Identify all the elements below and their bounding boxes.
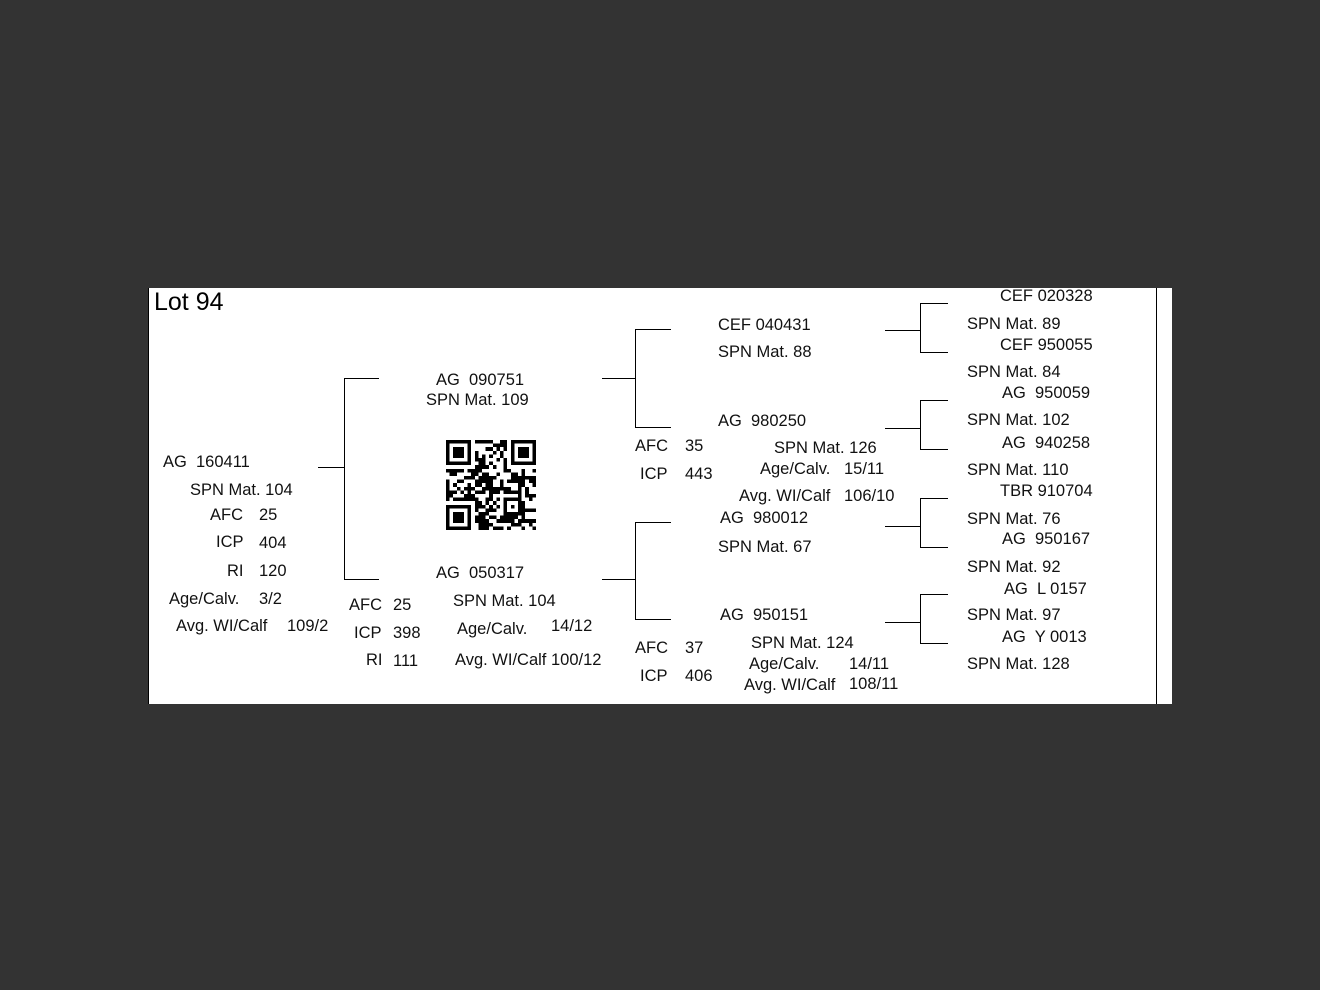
sd-agecalv-value: 15/11 bbox=[844, 460, 885, 478]
connector-line bbox=[920, 303, 948, 304]
qr-code bbox=[446, 440, 536, 530]
dam-icp-label: ICP bbox=[354, 624, 382, 642]
subject-afc-value: 25 bbox=[259, 506, 278, 524]
dd-id: AG 950151 bbox=[720, 606, 809, 624]
sd-avgwi-label: Avg. WI/Calf bbox=[739, 487, 831, 505]
dd-avgwi-label: Avg. WI/Calf bbox=[744, 676, 836, 694]
dam-id: AG 050317 bbox=[436, 564, 525, 582]
ggp-2-spn: SPN Mat. 84 bbox=[967, 363, 1061, 381]
ss-id: CEF 040431 bbox=[718, 316, 811, 334]
ggp-6-id: AG 950167 bbox=[1002, 530, 1091, 548]
sd-id: AG 980250 bbox=[718, 412, 807, 430]
right-border bbox=[1156, 288, 1157, 704]
sd-afc-label: AFC bbox=[635, 437, 668, 455]
ggp-1-spn: SPN Mat. 89 bbox=[967, 315, 1061, 333]
connector-line bbox=[635, 427, 671, 428]
connector-line bbox=[920, 303, 921, 353]
dam-afc-label: AFC bbox=[349, 596, 382, 614]
ggp-5-spn: SPN Mat. 76 bbox=[967, 510, 1061, 528]
connector-line bbox=[920, 498, 921, 548]
ggp-4-id: AG 940258 bbox=[1002, 434, 1091, 452]
sire-id: AG 090751 bbox=[436, 371, 525, 389]
ggp-2-id: CEF 950055 bbox=[1000, 336, 1093, 354]
subject-spn: SPN Mat. 104 bbox=[190, 481, 293, 499]
connector-line bbox=[344, 378, 345, 580]
dam-icp-value: 398 bbox=[393, 624, 421, 642]
connector-line bbox=[602, 579, 636, 580]
ggp-8-spn: SPN Mat. 128 bbox=[967, 655, 1070, 673]
connector-line bbox=[344, 579, 379, 580]
subject-ri-label: RI bbox=[227, 562, 244, 580]
dd-spn: SPN Mat. 124 bbox=[751, 634, 854, 652]
dam-ri-label: RI bbox=[366, 651, 383, 669]
connector-line bbox=[635, 522, 636, 620]
dam-afc-value: 25 bbox=[393, 596, 412, 614]
connector-line bbox=[920, 594, 921, 644]
lot-title: Lot 94 bbox=[154, 288, 224, 316]
connector-line bbox=[635, 329, 671, 330]
ggp-3-id: AG 950059 bbox=[1002, 384, 1091, 402]
ds-spn: SPN Mat. 67 bbox=[718, 538, 812, 556]
connector-line bbox=[885, 526, 921, 527]
subject-agecalv-value: 3/2 bbox=[259, 590, 282, 608]
ggp-8-id: AG Y 0013 bbox=[1002, 628, 1087, 646]
dam-agecalv-value: 14/12 bbox=[551, 617, 593, 635]
sire-spn: SPN Mat. 109 bbox=[426, 391, 529, 409]
subject-id: AG 160411 bbox=[163, 453, 250, 471]
dam-spn: SPN Mat. 104 bbox=[453, 592, 556, 610]
ggp-3-spn: SPN Mat. 102 bbox=[967, 411, 1070, 429]
ggp-7-spn: SPN Mat. 97 bbox=[967, 606, 1061, 624]
sd-agecalv-label: Age/Calv. bbox=[760, 460, 831, 478]
pedigree-sheet bbox=[148, 288, 1172, 704]
ggp-7-id: AG L 0157 bbox=[1004, 580, 1087, 598]
connector-line bbox=[885, 330, 921, 331]
left-border bbox=[148, 288, 149, 704]
subject-avgwi-label: Avg. WI/Calf bbox=[176, 617, 268, 635]
sd-spn: SPN Mat. 126 bbox=[774, 439, 877, 457]
connector-line bbox=[920, 400, 921, 450]
ds-id: AG 980012 bbox=[720, 509, 809, 527]
connector-line bbox=[920, 594, 948, 595]
dam-agecalv-label: Age/Calv. bbox=[457, 620, 528, 638]
sd-avgwi-value: 106/10 bbox=[844, 487, 895, 505]
connector-line bbox=[344, 378, 379, 379]
dam-ri-value: 111 bbox=[393, 652, 419, 670]
sd-afc-value: 35 bbox=[685, 437, 704, 455]
ggp-1-id: CEF 020328 bbox=[1000, 288, 1093, 305]
dd-icp-label: ICP bbox=[640, 667, 668, 685]
dd-afc-value: 37 bbox=[685, 639, 704, 657]
connector-line bbox=[920, 643, 948, 644]
connector-line bbox=[318, 467, 345, 468]
connector-line bbox=[885, 622, 921, 623]
dam-avgwi-label: Avg. WI/Calf bbox=[455, 651, 547, 669]
connector-line bbox=[920, 449, 948, 450]
subject-agecalv-label: Age/Calv. bbox=[169, 590, 240, 608]
connector-line bbox=[920, 547, 948, 548]
subject-ri-value: 120 bbox=[259, 562, 287, 580]
dd-agecalv-value: 14/11 bbox=[849, 655, 890, 673]
dd-agecalv-label: Age/Calv. bbox=[749, 655, 820, 673]
subject-icp-label: ICP bbox=[216, 533, 244, 551]
dd-avgwi-value: 108/11 bbox=[849, 675, 899, 693]
connector-line bbox=[920, 400, 948, 401]
connector-line bbox=[635, 329, 636, 428]
ggp-6-spn: SPN Mat. 92 bbox=[967, 558, 1061, 576]
ss-spn: SPN Mat. 88 bbox=[718, 343, 812, 361]
connector-line bbox=[920, 352, 948, 353]
dam-avgwi-value: 100/12 bbox=[551, 651, 602, 669]
sd-icp-label: ICP bbox=[640, 465, 668, 483]
dd-icp-value: 406 bbox=[685, 667, 713, 685]
ggp-4-spn: SPN Mat. 110 bbox=[967, 461, 1069, 479]
connector-line bbox=[885, 428, 921, 429]
ggp-5-id: TBR 910704 bbox=[1000, 482, 1093, 500]
subject-afc-label: AFC bbox=[210, 506, 243, 524]
connector-line bbox=[635, 522, 671, 523]
subject-avgwi-value: 109/2 bbox=[287, 617, 329, 635]
connector-line bbox=[635, 619, 671, 620]
connector-line bbox=[602, 378, 636, 379]
subject-icp-value: 404 bbox=[259, 534, 287, 552]
sd-icp-value: 443 bbox=[685, 465, 713, 483]
dd-afc-label: AFC bbox=[635, 639, 668, 657]
connector-line bbox=[920, 498, 948, 499]
